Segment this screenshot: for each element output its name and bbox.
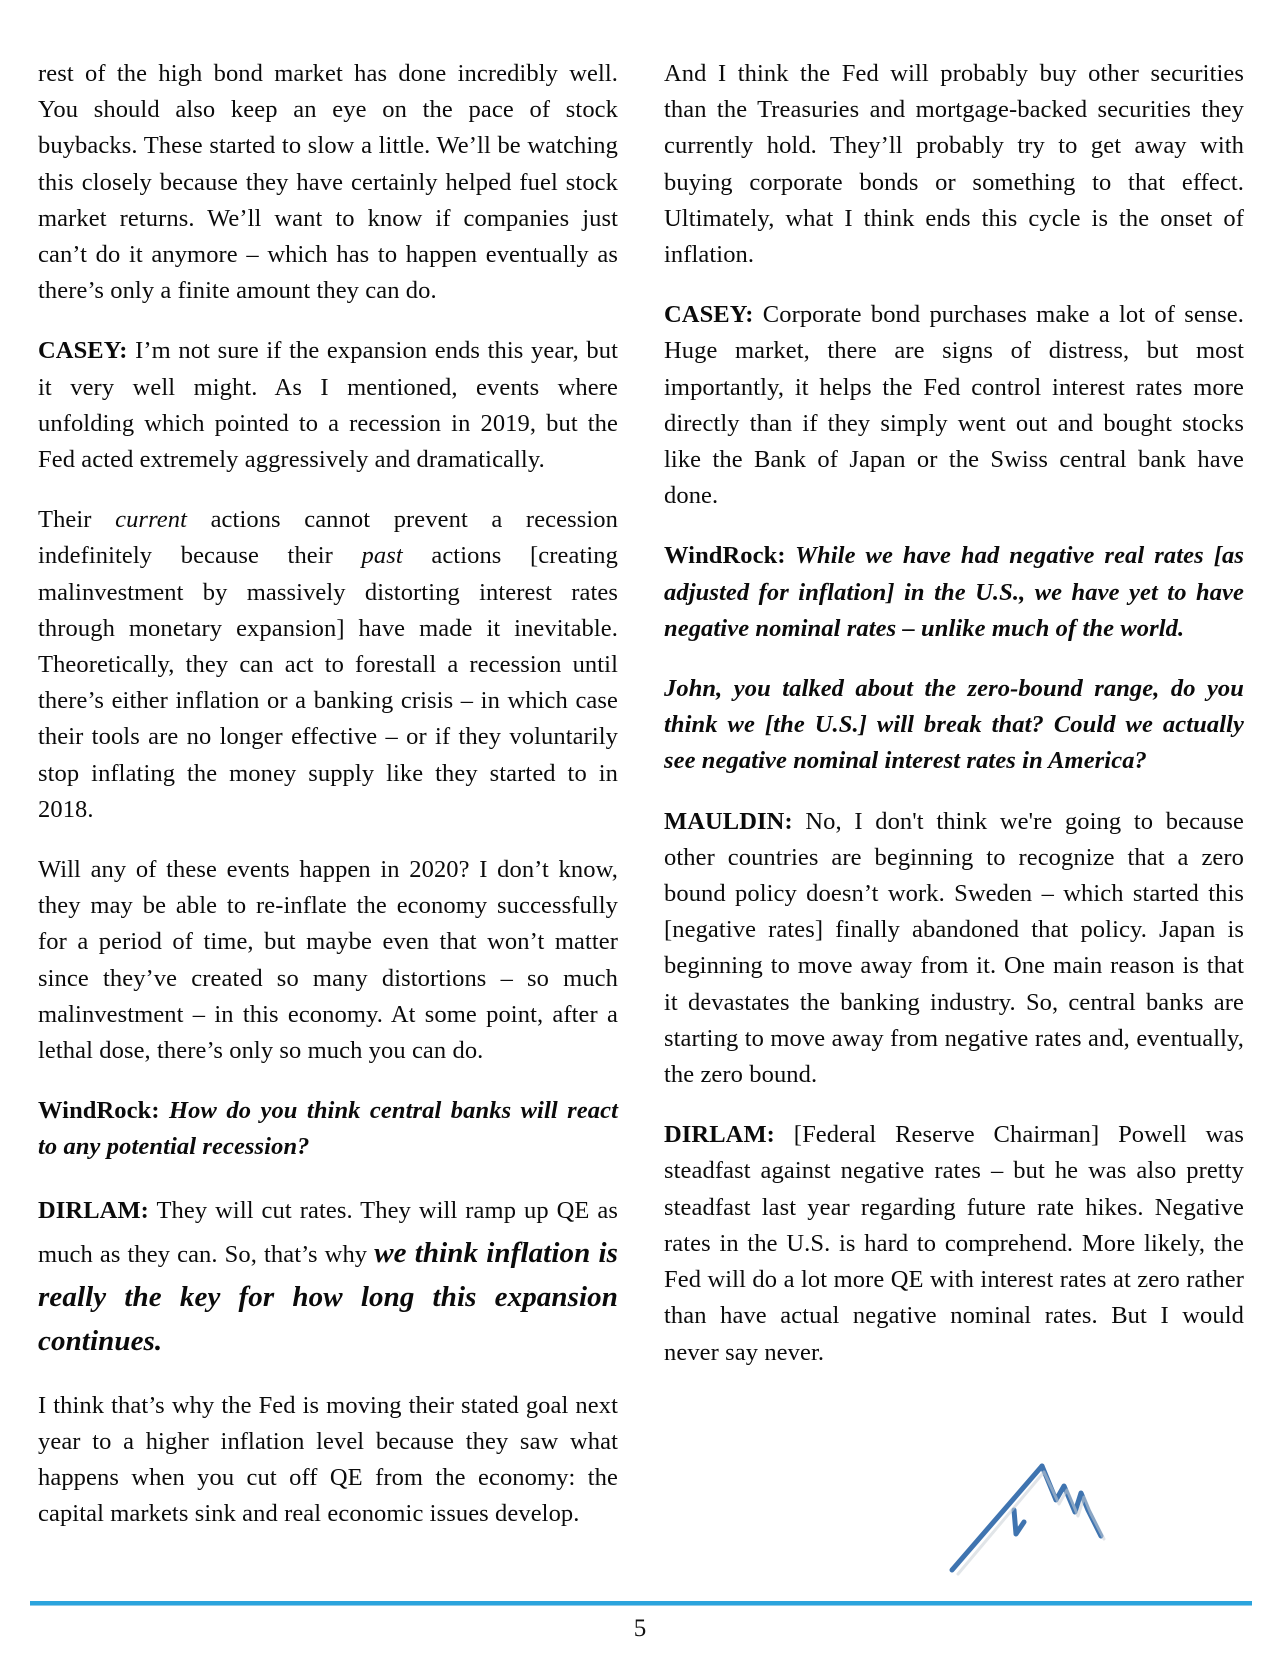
speaker-label: DIRLAM:: [664, 1121, 775, 1149]
footer-divider-rule: [30, 1601, 1252, 1605]
emphasis-italic: past: [361, 542, 403, 570]
emphasis-bold-italic-large: we think inflation is really the key for how long this expansion continues.: [38, 1236, 619, 1357]
p-dirlam-powell-steadfast: [664, 1117, 1244, 1370]
right-column: [664, 56, 1244, 1371]
p-dirlam-cut-rates: [38, 1190, 618, 1364]
speaker-label: WindRock:: [664, 542, 786, 570]
speaker-label: CASEY:: [38, 337, 128, 365]
p-windrock-negative-real-rates: [664, 538, 1244, 647]
text-run: They will cut rates. They will ramp up QE as much as they can. So, that’s why: [38, 1196, 618, 1268]
emphasis-italic: current: [115, 506, 188, 534]
p-mauldin-no-i-dont-think: [664, 804, 1244, 1094]
text-run: I’m not sure if the expansion ends this year, but it very well might. As I mentioned, events where unfolding which pointed to a recession in 2019, but the Fed acted extremely aggressively and dramatically.: [38, 337, 618, 474]
left-column: [38, 56, 618, 1533]
speaker-label: CASEY:: [664, 301, 754, 329]
p-casey-expansion: [38, 333, 618, 478]
two-column-body: [38, 56, 1244, 1533]
p-and-i-think-the-fed: [664, 56, 1244, 273]
mountain-peak-logo: [938, 1438, 1128, 1578]
p-windrock-central-banks-question: [38, 1093, 618, 1165]
p-rest-of-high-bond: [38, 56, 618, 309]
text-run: How do you think central banks will react to any potential recession?: [38, 1097, 618, 1161]
p-i-think-thats-why-the-fed: [38, 1388, 618, 1533]
p-casey-corporate-bond: [664, 297, 1244, 514]
p-will-any-of-these-events: [38, 852, 618, 1069]
text-run: actions [creating malinvestment by massively distorting interest rates through monetary expansion] have made it inevitable. Theoretically, they can act to forestall a recession until there’s either inflation or a banking crisis – in which case their tools are no longer effective – or if they voluntarily stop inflating the money supply like they started to in 2018.: [38, 542, 618, 823]
p-their-current-actions: [38, 502, 618, 828]
text-run: Their: [38, 506, 116, 534]
text-run: I think that’s why the Fed is moving their stated goal next year to a higher inflation level because they saw what happens when you cut off QE from the economy: the capital markets sink and real economic issues develop.: [38, 1391, 618, 1528]
speaker-label: WindRock:: [38, 1097, 160, 1125]
speaker-label: MAULDIN:: [664, 807, 793, 835]
text-run: actions cannot prevent a recession indefinitely because their: [38, 506, 618, 570]
text-run: And I think the Fed will probably buy other securities than the Treasuries and mortgage-backed securities they currently hold. They’ll probably try to get away with buying corporate bonds or something to that effect. Ultimately, what I think ends this cycle is the onset of inflation.: [664, 60, 1244, 269]
p-john-zero-bound-question: [664, 671, 1244, 780]
text-run: Corporate bond purchases make a lot of sense. Huge market, there are signs of distress, but most importantly, it helps the Fed control interest rates more directly than if they simply went out and bought stocks like the Bank of Japan or the Swiss central bank have done.: [664, 301, 1244, 510]
text-run: No, I don't think we're going to because other countries are beginning to recognize that a zero bound policy doesn’t work. Sweden – which started this [negative rates] finally abandoned that policy. Japan is beginning to move away from it. One main reason is that it devastates the banking industry. So, central banks are starting to move away from negative rates and, eventually, the zero bound.: [664, 807, 1244, 1089]
speaker-label: DIRLAM:: [38, 1196, 149, 1224]
text-run: John, you talked about the zero-bound range, do you think we [the U.S.] will break that? Could we actually see negative nominal interest rates in America?: [664, 675, 1244, 775]
page-number: 5: [633, 1615, 647, 1642]
text-run: While we have had negative real rates [as adjusted for inflation] in the U.S., we have yet to have negative nominal rates – unlike much of the world.: [664, 542, 1244, 642]
text-run: [Federal Reserve Chairman] Powell was steadfast against negative rates – but he was also pretty steadfast last year regarding future rate hikes. Negative rates in the U.S. is hard to comprehend. More likely, the Fed will do a lot more QE with interest rates at zero rather than have actual negative nominal rates. But I would never say never.: [664, 1121, 1244, 1366]
text-run: rest of the high bond market has done incredibly well. You should also keep an eye on the pace of stock buybacks. These started to slow a little. We’ll be watching this closely because they have certainly helped fuel stock market returns. We’ll want to know if companies just can’t do it anymore – which has to happen eventually as there’s only a finite amount they can do.: [38, 60, 618, 305]
text-run: Will any of these events happen in 2020? I don’t know, they may be able to re-inflate the economy successfully for a period of time, but maybe even that won’t matter since they’ve created so many distortions – so much malinvestment – in this economy. At some point, after a lethal dose, there’s only so much you can do.: [38, 856, 618, 1065]
